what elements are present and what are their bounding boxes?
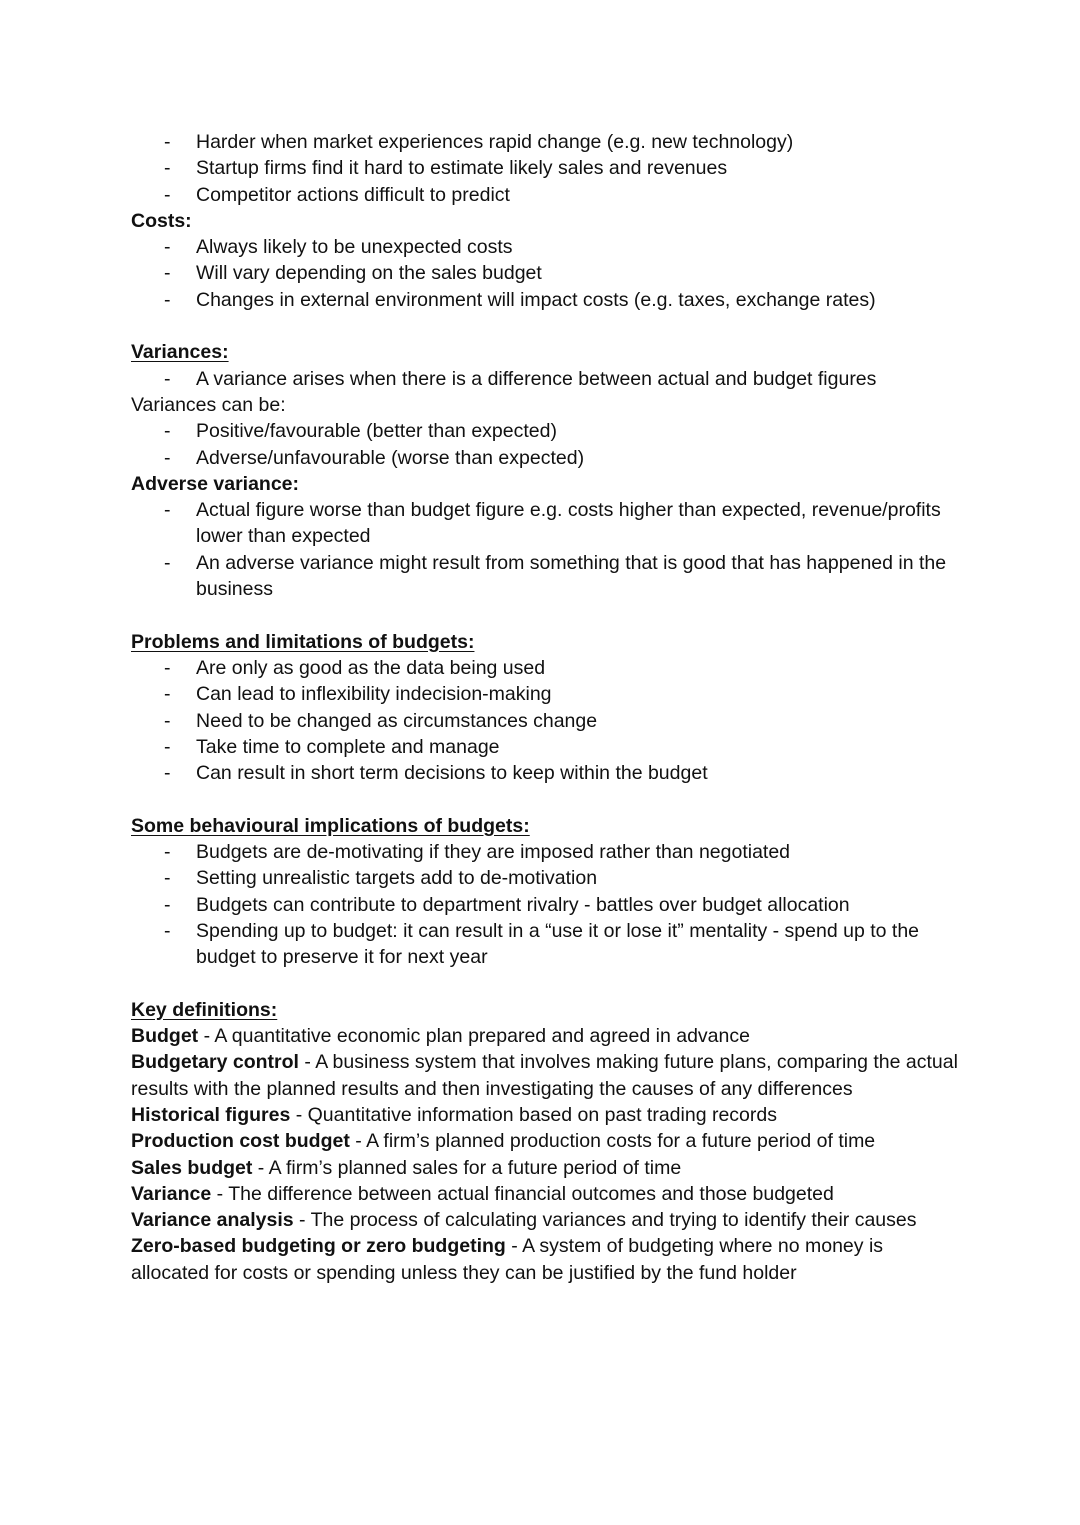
- list-item: - A variance arises when there is a difference between actual and budget figures: [131, 366, 961, 392]
- list-item: - Budgets can contribute to department rivalry - battles over budget allocation: [131, 892, 961, 918]
- list-item: - Always likely to be unexpected costs: [131, 234, 961, 260]
- adverse-variance-list: [131, 497, 961, 602]
- definition-term: Historical figures: [131, 1103, 291, 1126]
- definition-text: - A quantitative economic plan prepared and agreed in advance: [198, 1025, 750, 1048]
- definition-text: - The difference between actual financial outcomes and those budgeted: [211, 1182, 834, 1205]
- list-item: - Actual figure worse than budget figure e.g. costs higher than expected, revenue/profits lower than expected: [164, 499, 941, 548]
- list-item: - Harder when market experiences rapid change (e.g. new technology): [131, 129, 961, 155]
- spacer: [131, 971, 961, 997]
- bullet-dash: -: [164, 262, 171, 285]
- list-item: - Startup firms find it hard to estimate likely sales and revenues: [131, 155, 961, 181]
- list-item: - Positive/favourable (better than expected): [131, 418, 961, 444]
- definition-term: Variance: [131, 1182, 212, 1205]
- bullet-dash: -: [164, 841, 171, 864]
- variances-intro: Variances can be:: [131, 393, 286, 416]
- list-item: - Adverse/unfavourable (worse than expected): [131, 445, 961, 471]
- list-item: - Take time to complete and manage: [131, 734, 961, 760]
- list-item: - An adverse variance might result from something that is good that has happened in the business: [164, 551, 947, 601]
- definition-term: Variance analysis: [131, 1209, 294, 1232]
- variances-list: [131, 366, 961, 392]
- definition-item: [131, 1181, 961, 1207]
- bullet-dash: -: [164, 157, 171, 180]
- definition-text: - A system of budgeting where no money is allocated for costs or spending unless they can be justified by the fund holder: [131, 1235, 884, 1284]
- sales-forecast-list: [131, 129, 961, 208]
- definitions-heading: Key definitions:: [131, 998, 278, 1021]
- list-item: - Will vary depending on the sales budget: [131, 260, 961, 286]
- list-item: - Need to be changed as circumstances change: [131, 708, 961, 734]
- bullet-dash: -: [164, 288, 171, 311]
- bullet-dash: -: [164, 551, 171, 574]
- bullet-dash: -: [164, 656, 171, 679]
- behavioural-list: [131, 839, 961, 970]
- variances-heading: Variances:: [131, 341, 229, 364]
- definition-text: - A firm’s planned sales for a future period of time: [252, 1156, 682, 1179]
- adverse-variance-heading: Adverse variance:: [131, 472, 300, 495]
- behavioural-heading: Some behavioural implications of budgets:: [131, 814, 530, 837]
- bullet-dash: -: [164, 499, 171, 522]
- problems-heading: Problems and limitations of budgets:: [131, 630, 475, 653]
- bullet-dash: -: [164, 131, 171, 153]
- variance-types-list: [131, 418, 961, 471]
- definition-text: - The process of calculating variances and trying to identify their causes: [293, 1209, 917, 1232]
- bullet-dash: -: [164, 735, 171, 758]
- list-item: - Can lead to inflexibility indecision-making: [131, 681, 961, 707]
- definition-item: [131, 1102, 961, 1128]
- spacer: [131, 313, 961, 339]
- list-item: - Can result in short term decisions to keep within the budget: [131, 760, 961, 786]
- bullet-dash: -: [164, 867, 171, 890]
- list-item: - Setting unrealistic targets add to de-motivation: [131, 865, 961, 891]
- spacer: [131, 786, 961, 812]
- problems-list: [131, 655, 961, 786]
- definition-term: Budgetary control: [131, 1051, 299, 1074]
- bullet-dash: -: [164, 919, 171, 942]
- definition-item: [131, 1049, 961, 1102]
- definition-text: - Quantitative information based on past trading records: [290, 1103, 777, 1126]
- definition-term: Budget: [131, 1025, 199, 1048]
- definition-item: [131, 1155, 961, 1181]
- definition-term: Sales budget: [131, 1156, 253, 1179]
- definition-item: [131, 1207, 961, 1233]
- bullet-dash: -: [164, 709, 171, 732]
- definition-text: - A firm’s planned production costs for a future period of time: [349, 1130, 876, 1153]
- bullet-dash: -: [164, 446, 171, 469]
- costs-heading: Costs:: [131, 209, 192, 232]
- definition-term: Zero-based budgeting or zero budgeting: [131, 1235, 506, 1258]
- definition-term: Production cost budget: [131, 1130, 350, 1153]
- list-item: - Changes in external environment will impact costs (e.g. taxes, exchange rates): [131, 287, 961, 313]
- definition-text: - A business system that involves making future plans, comparing the actual results with the planned results and then investigating the causes of any differences: [131, 1051, 958, 1100]
- list-item: - Budgets are de-motivating if they are imposed rather than negotiated: [131, 839, 961, 865]
- bullet-dash: -: [164, 236, 171, 259]
- bullet-dash: -: [164, 893, 171, 916]
- definition-item: [131, 1128, 961, 1154]
- definition-item: [131, 1233, 961, 1286]
- bullet-dash: -: [164, 183, 171, 206]
- definition-item: [131, 1023, 961, 1049]
- spacer: [131, 602, 961, 628]
- document-page: [131, 129, 961, 1286]
- costs-list: [131, 234, 961, 313]
- list-item: - Competitor actions difficult to predict: [131, 182, 961, 208]
- bullet-dash: -: [164, 683, 171, 706]
- bullet-dash: -: [164, 367, 171, 390]
- list-item: - Spending up to budget: it can result in a “use it or lose it” mentality - spend up to the budget to preserve it for next year: [164, 919, 920, 969]
- list-item: - Are only as good as the data being used: [131, 655, 961, 681]
- bullet-dash: -: [164, 420, 171, 443]
- bullet-dash: -: [164, 762, 171, 785]
